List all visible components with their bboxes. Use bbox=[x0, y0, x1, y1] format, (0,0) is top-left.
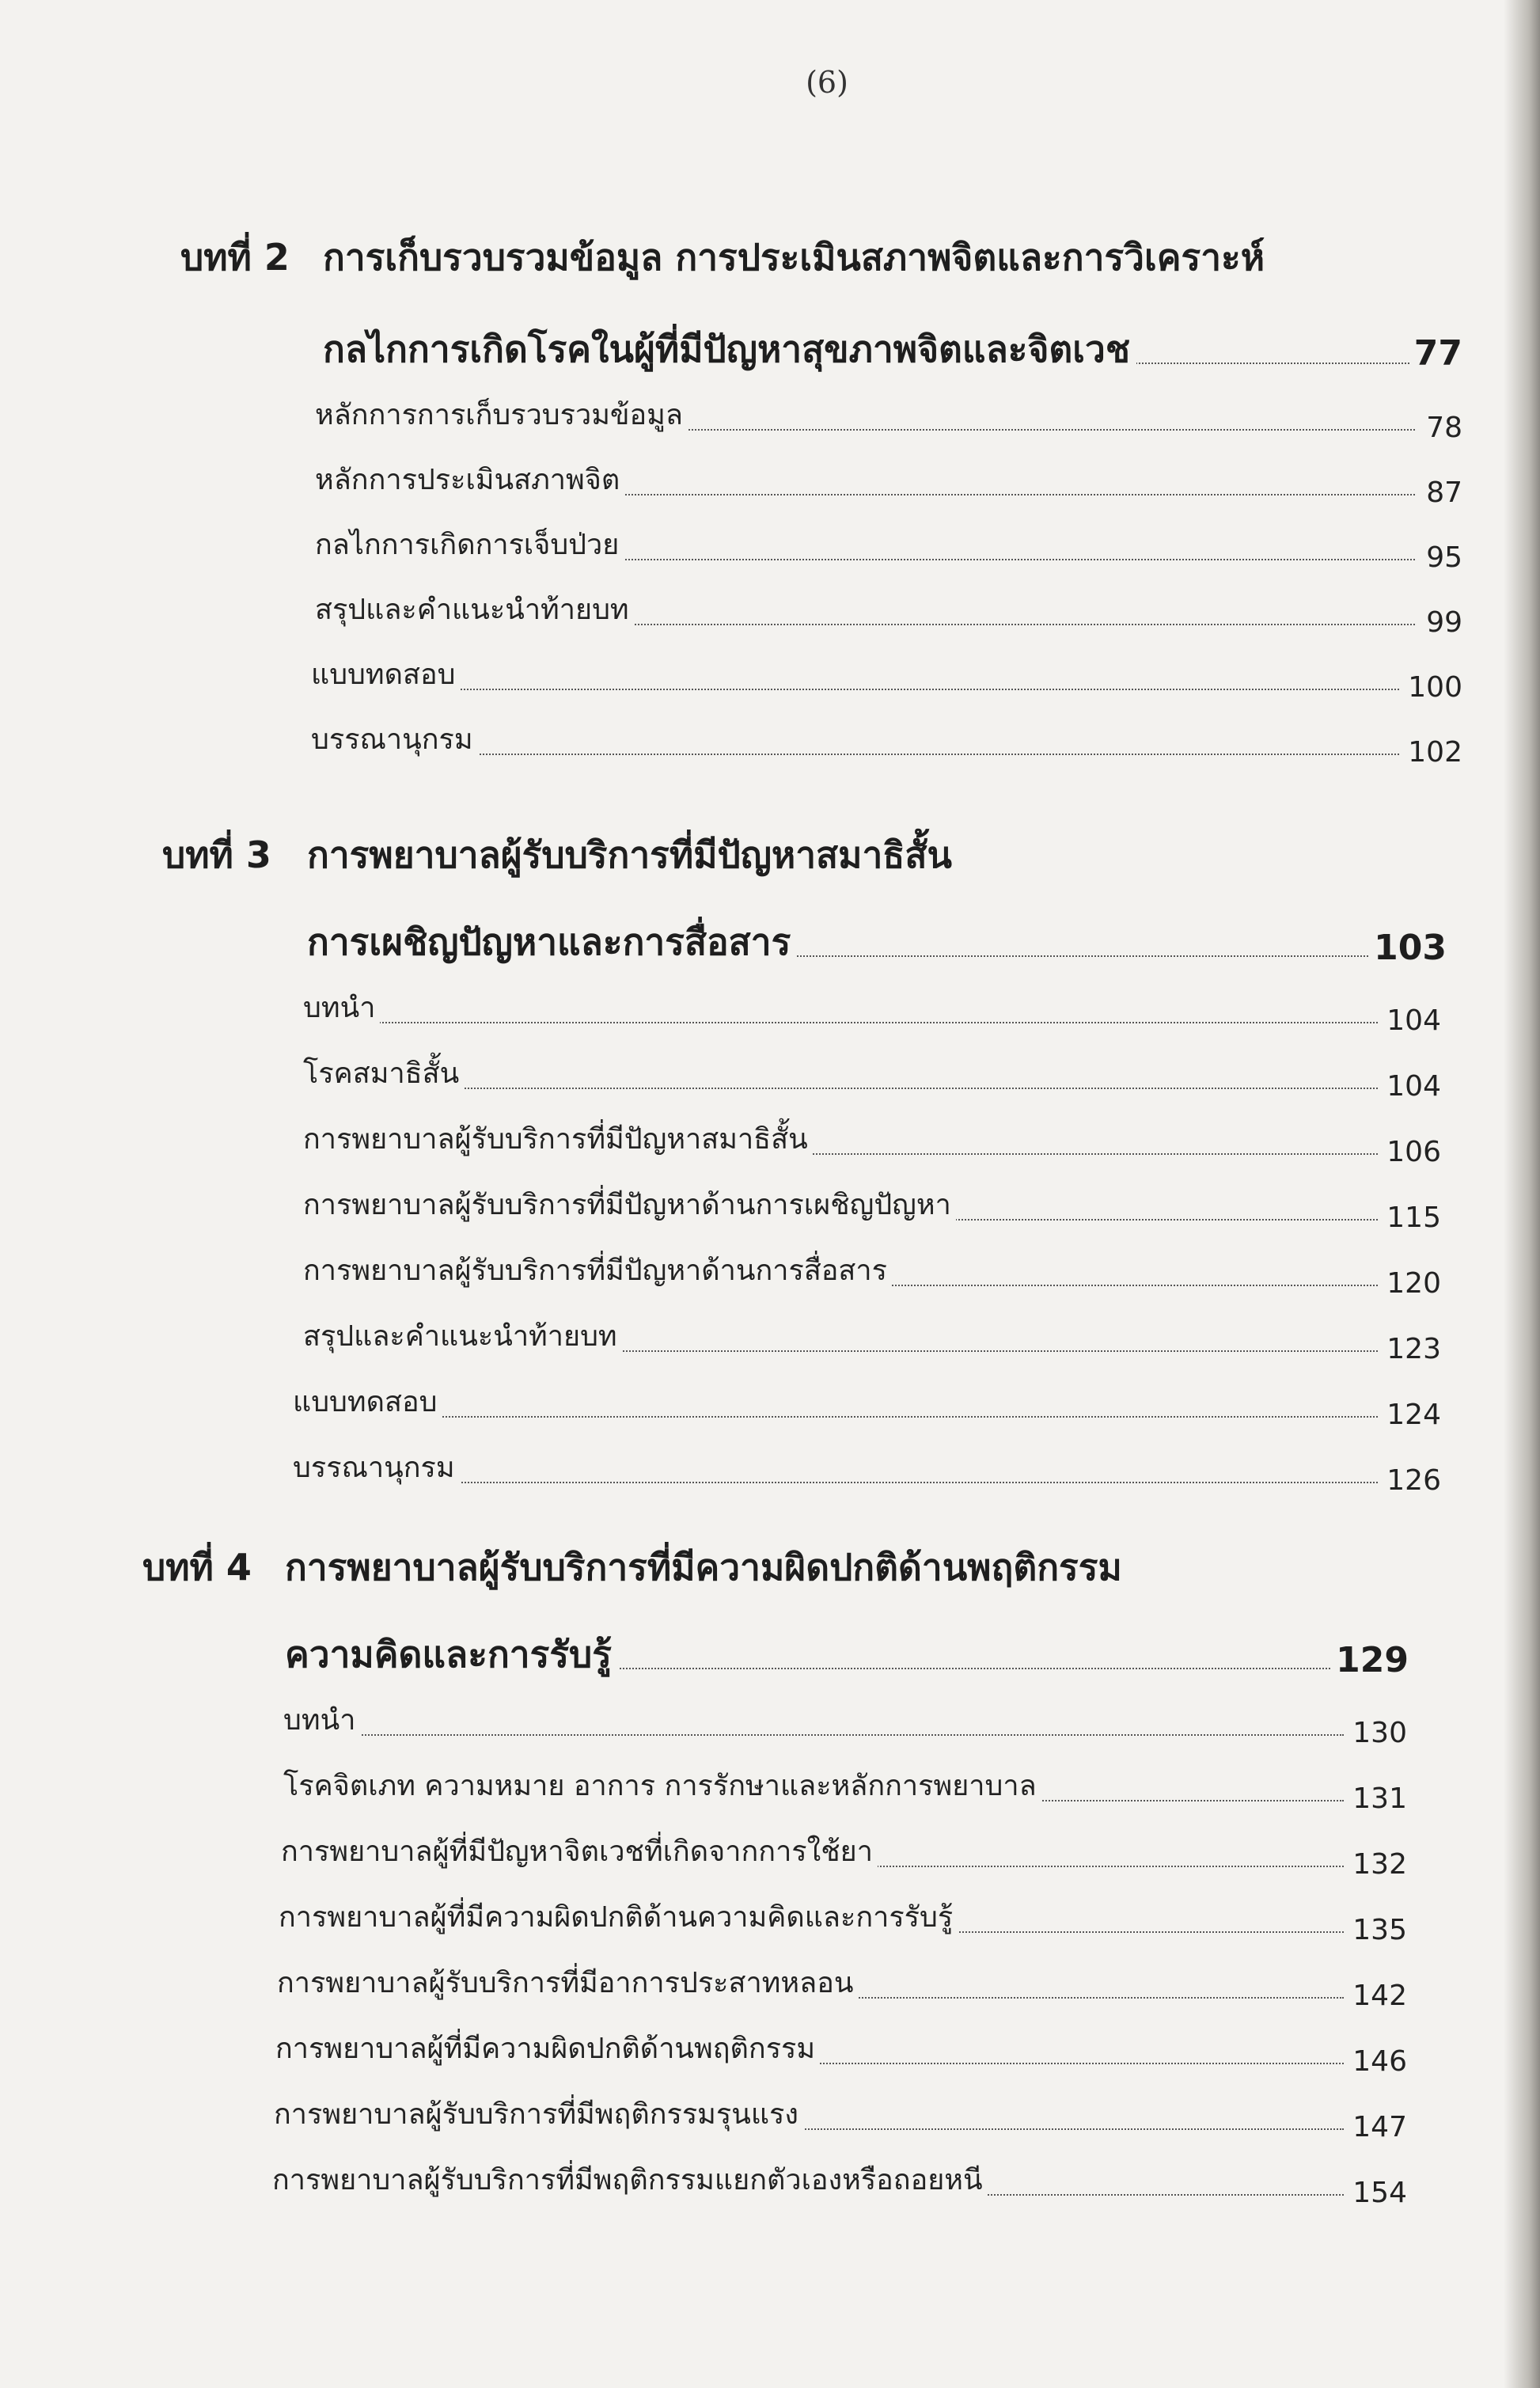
leader-dots bbox=[283, 1734, 1344, 1736]
leader-dots bbox=[311, 689, 1399, 690]
chapter-3-title-line2: การเผชิญปัญหาและการสื่อสาร bbox=[307, 914, 797, 970]
toc-entry-label: บรรณานุกรม bbox=[293, 1441, 460, 1496]
chapter-3-label: บทที่ 3 bbox=[162, 833, 271, 876]
toc-entry-page: 130 bbox=[1349, 1706, 1407, 1761]
toc-entry[interactable] bbox=[277, 1956, 1407, 2011]
leader-dots bbox=[303, 1088, 1378, 1089]
chapter-4-page: 129 bbox=[1331, 1633, 1409, 1688]
toc-entry-page: 115 bbox=[1383, 1190, 1441, 1246]
toc-entry-label: บทนำ bbox=[303, 981, 380, 1036]
toc-entry[interactable] bbox=[281, 1824, 1407, 1880]
leader-dots bbox=[293, 1416, 1378, 1418]
toc-entry[interactable] bbox=[311, 647, 1462, 703]
toc-entry-label: การพยาบาลผู้ที่มีความผิดปกติด้านความคิดและการรับรู้ bbox=[279, 1890, 958, 1946]
toc-entry-label: แบบทดสอบ bbox=[311, 647, 460, 703]
chapter-3-heading-line1 bbox=[162, 827, 1428, 883]
chapter-3-page: 103 bbox=[1369, 921, 1447, 976]
leader-dots bbox=[303, 1022, 1378, 1023]
toc-entry[interactable] bbox=[315, 388, 1462, 443]
toc-entry-page: 106 bbox=[1383, 1125, 1441, 1180]
toc-entry[interactable] bbox=[303, 1243, 1441, 1299]
chapter-3-title-line1: การพยาบาลผู้รับบริการที่มีปัญหาสมาธิสั้น bbox=[307, 833, 952, 876]
toc-entry-page: 99 bbox=[1423, 595, 1462, 651]
toc-entry[interactable] bbox=[303, 981, 1441, 1036]
toc-entry-page: 100 bbox=[1405, 660, 1462, 716]
toc-entry-label: กลไกการเกิดการเจ็บป่วย bbox=[315, 518, 624, 573]
toc-entry[interactable] bbox=[283, 1693, 1407, 1748]
toc-entry-page: 120 bbox=[1383, 1256, 1441, 1312]
toc-entry-label: การพยาบาลผู้รับบริการที่มีปัญหาด้านการเผชิญปัญหา bbox=[303, 1178, 956, 1233]
toc-entry[interactable] bbox=[293, 1375, 1441, 1430]
toc-entry-label: แบบทดสอบ bbox=[293, 1375, 442, 1430]
chapter-4-label: บทที่ 4 bbox=[142, 1546, 252, 1589]
toc-entry[interactable] bbox=[275, 2022, 1407, 2077]
toc-entry-page: 126 bbox=[1383, 1453, 1441, 1509]
toc-entry-page: 131 bbox=[1349, 1771, 1407, 1827]
chapter-2-label: บทที่ 2 bbox=[180, 236, 290, 279]
toc-entry-label: การพยาบาลผู้รับบริการที่มีพฤติกรรมรุนแรง bbox=[274, 2087, 803, 2143]
chapter-4-heading-line1 bbox=[142, 1539, 1409, 1595]
toc-entry-label: การพยาบาลผู้รับบริการที่มีพฤติกรรมแยกตัวเองหรือถอยหนี bbox=[272, 2153, 988, 2208]
chapter-2-page: 77 bbox=[1409, 326, 1462, 382]
toc-entry-label: การพยาบาลผู้รับบริการที่มีปัญหาสมาธิสั้น bbox=[303, 1112, 813, 1167]
toc-entry[interactable] bbox=[315, 518, 1462, 573]
toc-entry-label: การพยาบาลผู้ที่มีปัญหาจิตเวชที่เกิดจากการใช้ยา bbox=[281, 1824, 878, 1880]
toc-entry-page: 123 bbox=[1383, 1322, 1441, 1377]
chapter-2-heading-line1 bbox=[180, 230, 1447, 285]
toc-entry[interactable] bbox=[315, 583, 1462, 638]
toc-entry-page: 154 bbox=[1349, 2166, 1407, 2221]
chapter-4-title-line1: การพยาบาลผู้รับบริการที่มีความผิดปกติด้านพฤติกรรม bbox=[285, 1546, 1122, 1589]
chapter-2-heading-line2[interactable] bbox=[323, 321, 1462, 377]
toc-entry[interactable] bbox=[303, 1178, 1441, 1233]
toc-entry-label: หลักการประเมินสภาพจิต bbox=[315, 453, 624, 508]
toc-entry[interactable] bbox=[303, 1309, 1441, 1365]
page-number: (6) bbox=[806, 65, 848, 100]
toc-entry-label: การพยาบาลผู้รับบริการที่มีอาการประสาทหลอน bbox=[277, 1956, 858, 2011]
toc-entry[interactable] bbox=[274, 2087, 1407, 2143]
toc-entry-page: 78 bbox=[1423, 401, 1462, 456]
chapter-3-heading-line2[interactable] bbox=[307, 914, 1447, 970]
toc-entry-page: 95 bbox=[1423, 530, 1462, 586]
toc-entry[interactable] bbox=[303, 1046, 1441, 1102]
toc-entry-page: 132 bbox=[1349, 1837, 1407, 1893]
toc-entry[interactable] bbox=[293, 1441, 1441, 1496]
toc-entry[interactable] bbox=[303, 1112, 1441, 1167]
toc-entry[interactable] bbox=[315, 453, 1462, 508]
toc-entry[interactable] bbox=[311, 712, 1462, 768]
toc-entry-page: 102 bbox=[1405, 725, 1462, 780]
toc-entry[interactable] bbox=[283, 1759, 1407, 1814]
toc-entry[interactable] bbox=[279, 1890, 1407, 1946]
toc-entry-label: การพยาบาลผู้ที่มีความผิดปกติด้านพฤติกรรม bbox=[275, 2022, 820, 2077]
toc-entry[interactable] bbox=[272, 2153, 1407, 2208]
toc-entry-page: 147 bbox=[1349, 2100, 1407, 2155]
toc-entry-page: 135 bbox=[1349, 1903, 1407, 1958]
chapter-4-heading-line2[interactable] bbox=[285, 1627, 1409, 1682]
toc-entry-page: 104 bbox=[1383, 1059, 1441, 1114]
toc-entry-label: สรุปและคำแนะนำท้ายบท bbox=[315, 583, 634, 638]
toc-entry-label: สรุปและคำแนะนำท้ายบท bbox=[303, 1309, 622, 1365]
toc-entry-label: การพยาบาลผู้รับบริการที่มีปัญหาด้านการสื่อสาร bbox=[303, 1243, 892, 1299]
toc-entry-label: โรคจิตเภท ความหมาย อาการ การรักษาและหลักการพยาบาล bbox=[283, 1759, 1041, 1814]
toc-entry-label: โรคสมาธิสั้น bbox=[303, 1046, 464, 1102]
toc-entry-page: 124 bbox=[1383, 1388, 1441, 1443]
chapter-4-title-line2: ความคิดและการรับรู้ bbox=[285, 1627, 618, 1682]
toc-entry-label: บรรณานุกรม bbox=[311, 712, 478, 768]
chapter-2-title-line2: กลไกการเกิดโรคในผู้ที่มีปัญหาสุขภาพจิตและจิตเวช bbox=[323, 321, 1136, 377]
toc-entry-label: บทนำ bbox=[283, 1693, 360, 1748]
toc-entry-label: หลักการการเก็บรวบรวมข้อมูล bbox=[315, 388, 688, 443]
toc-entry-page: 87 bbox=[1423, 465, 1462, 521]
page-edge-shadow bbox=[1504, 0, 1540, 2388]
toc-entry-page: 142 bbox=[1349, 1968, 1407, 2024]
toc-entry-page: 104 bbox=[1383, 993, 1441, 1049]
toc-entry-page: 146 bbox=[1349, 2034, 1407, 2090]
chapter-2-title-line1: การเก็บรวบรวมข้อมูล การประเมินสภาพจิตและการวิเคราะห์ bbox=[323, 236, 1265, 279]
